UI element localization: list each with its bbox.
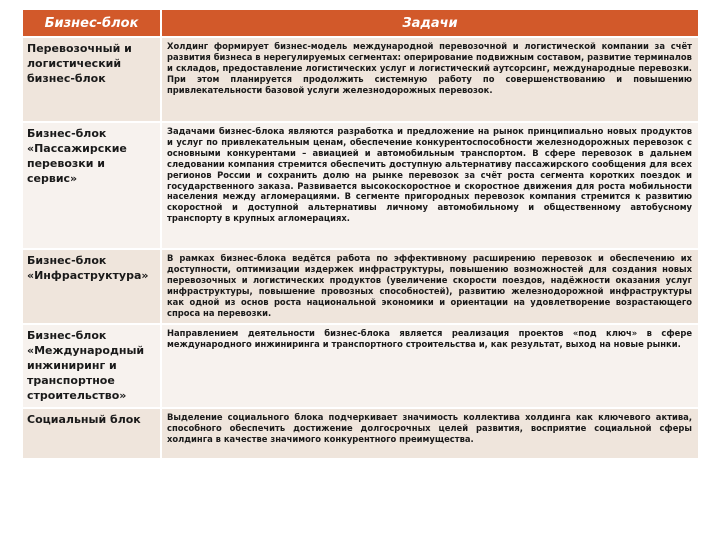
- tasks-cell: В рамках бизнес-блока ведётся работа по эффективному расширению перевозок и обеспечению их доступности, оптимизации издержек инфраструктуры, повышению возможностей для создания новых перевозочных и логистических продуктов (увеличение скорости поездов, надёжности оказания услуг инфраструктуры, повышение провозных способностей), развитию железнодорожной инфраструктуры как одной из основ роста национальной экономики и ориентации на удовлетворение возрастающего спроса на перевозки.: [162, 250, 698, 323]
- table-row: [23, 409, 698, 458]
- header-business-block: Бизнес-блок: [23, 10, 162, 36]
- tasks-cell: Направлением деятельности бизнес-блока является реализация проектов «под ключ» в сфере международного инжиниринга и транспортного строительства и, как результат, выход на новые рынки.: [162, 325, 698, 407]
- block-name-cell: Перевозочный и логистический бизнес-блок: [23, 38, 162, 121]
- table-row: [23, 250, 698, 323]
- business-blocks-table-container: [23, 8, 698, 460]
- table-row: [23, 325, 698, 407]
- block-name-cell: Бизнес-блок «Пассажирские перевозки и сервис»: [23, 123, 162, 248]
- tasks-cell: Задачами бизнес-блока являются разработка и предложение на рынок принципиально новых продуктов и услуг по привлекательным ценам, обеспечение конкурентоспособности железнодорожных перевозок с основными конкурентами – авиацией и автомобильным транспортом. В сфере перевозок в дальнем следовании компания стремится обеспечить доступную альтернативу пассажирского сообщения для всех регионов России и сохранить долю на рынке перевозок за счёт роста сегмента коротких поездок и государственного заказа. Развивается высокоскоростное и скоростное движения для роста мобильности населения между агломерациями. В сегменте пригородных перевозок компания стремится к развитию скоростной и доступной альтернативы личному автомобильному и общественному автобусному транспорту в крупных агломерациях.: [162, 123, 698, 248]
- table-row: [23, 38, 698, 121]
- business-blocks-table: [23, 8, 698, 460]
- table-row: [23, 123, 698, 248]
- block-name-cell: Бизнес-блок «Инфраструктура»: [23, 250, 162, 323]
- block-name-cell: Социальный блок: [23, 409, 162, 458]
- block-name-cell: Бизнес-блок «Международный инжиниринг и транспортное строительство»: [23, 325, 162, 407]
- header-tasks: Задачи: [162, 10, 698, 36]
- table-header-row: [23, 10, 698, 36]
- tasks-cell: Холдинг формирует бизнес-модель международной перевозочной и логистической компании за счёт развития бизнеса в нерегулируемых сегментах: оперирование подвижным составом, развитие терминалов и складов, предоставление логистических услуг и логистический аутсорсинг, международные перевозки. При этом планируется продолжить системную работу по совершенствованию и повышению привлекательности базовой услуги железнодорожных перевозок.: [162, 38, 698, 121]
- tasks-cell: Выделение социального блока подчеркивает значимость коллектива холдинга как ключевого актива, способного обеспечить достижение долгосрочных целей развития, восприятие социальной сферы холдинга в качестве значимого конкурентного преимущества.: [162, 409, 698, 458]
